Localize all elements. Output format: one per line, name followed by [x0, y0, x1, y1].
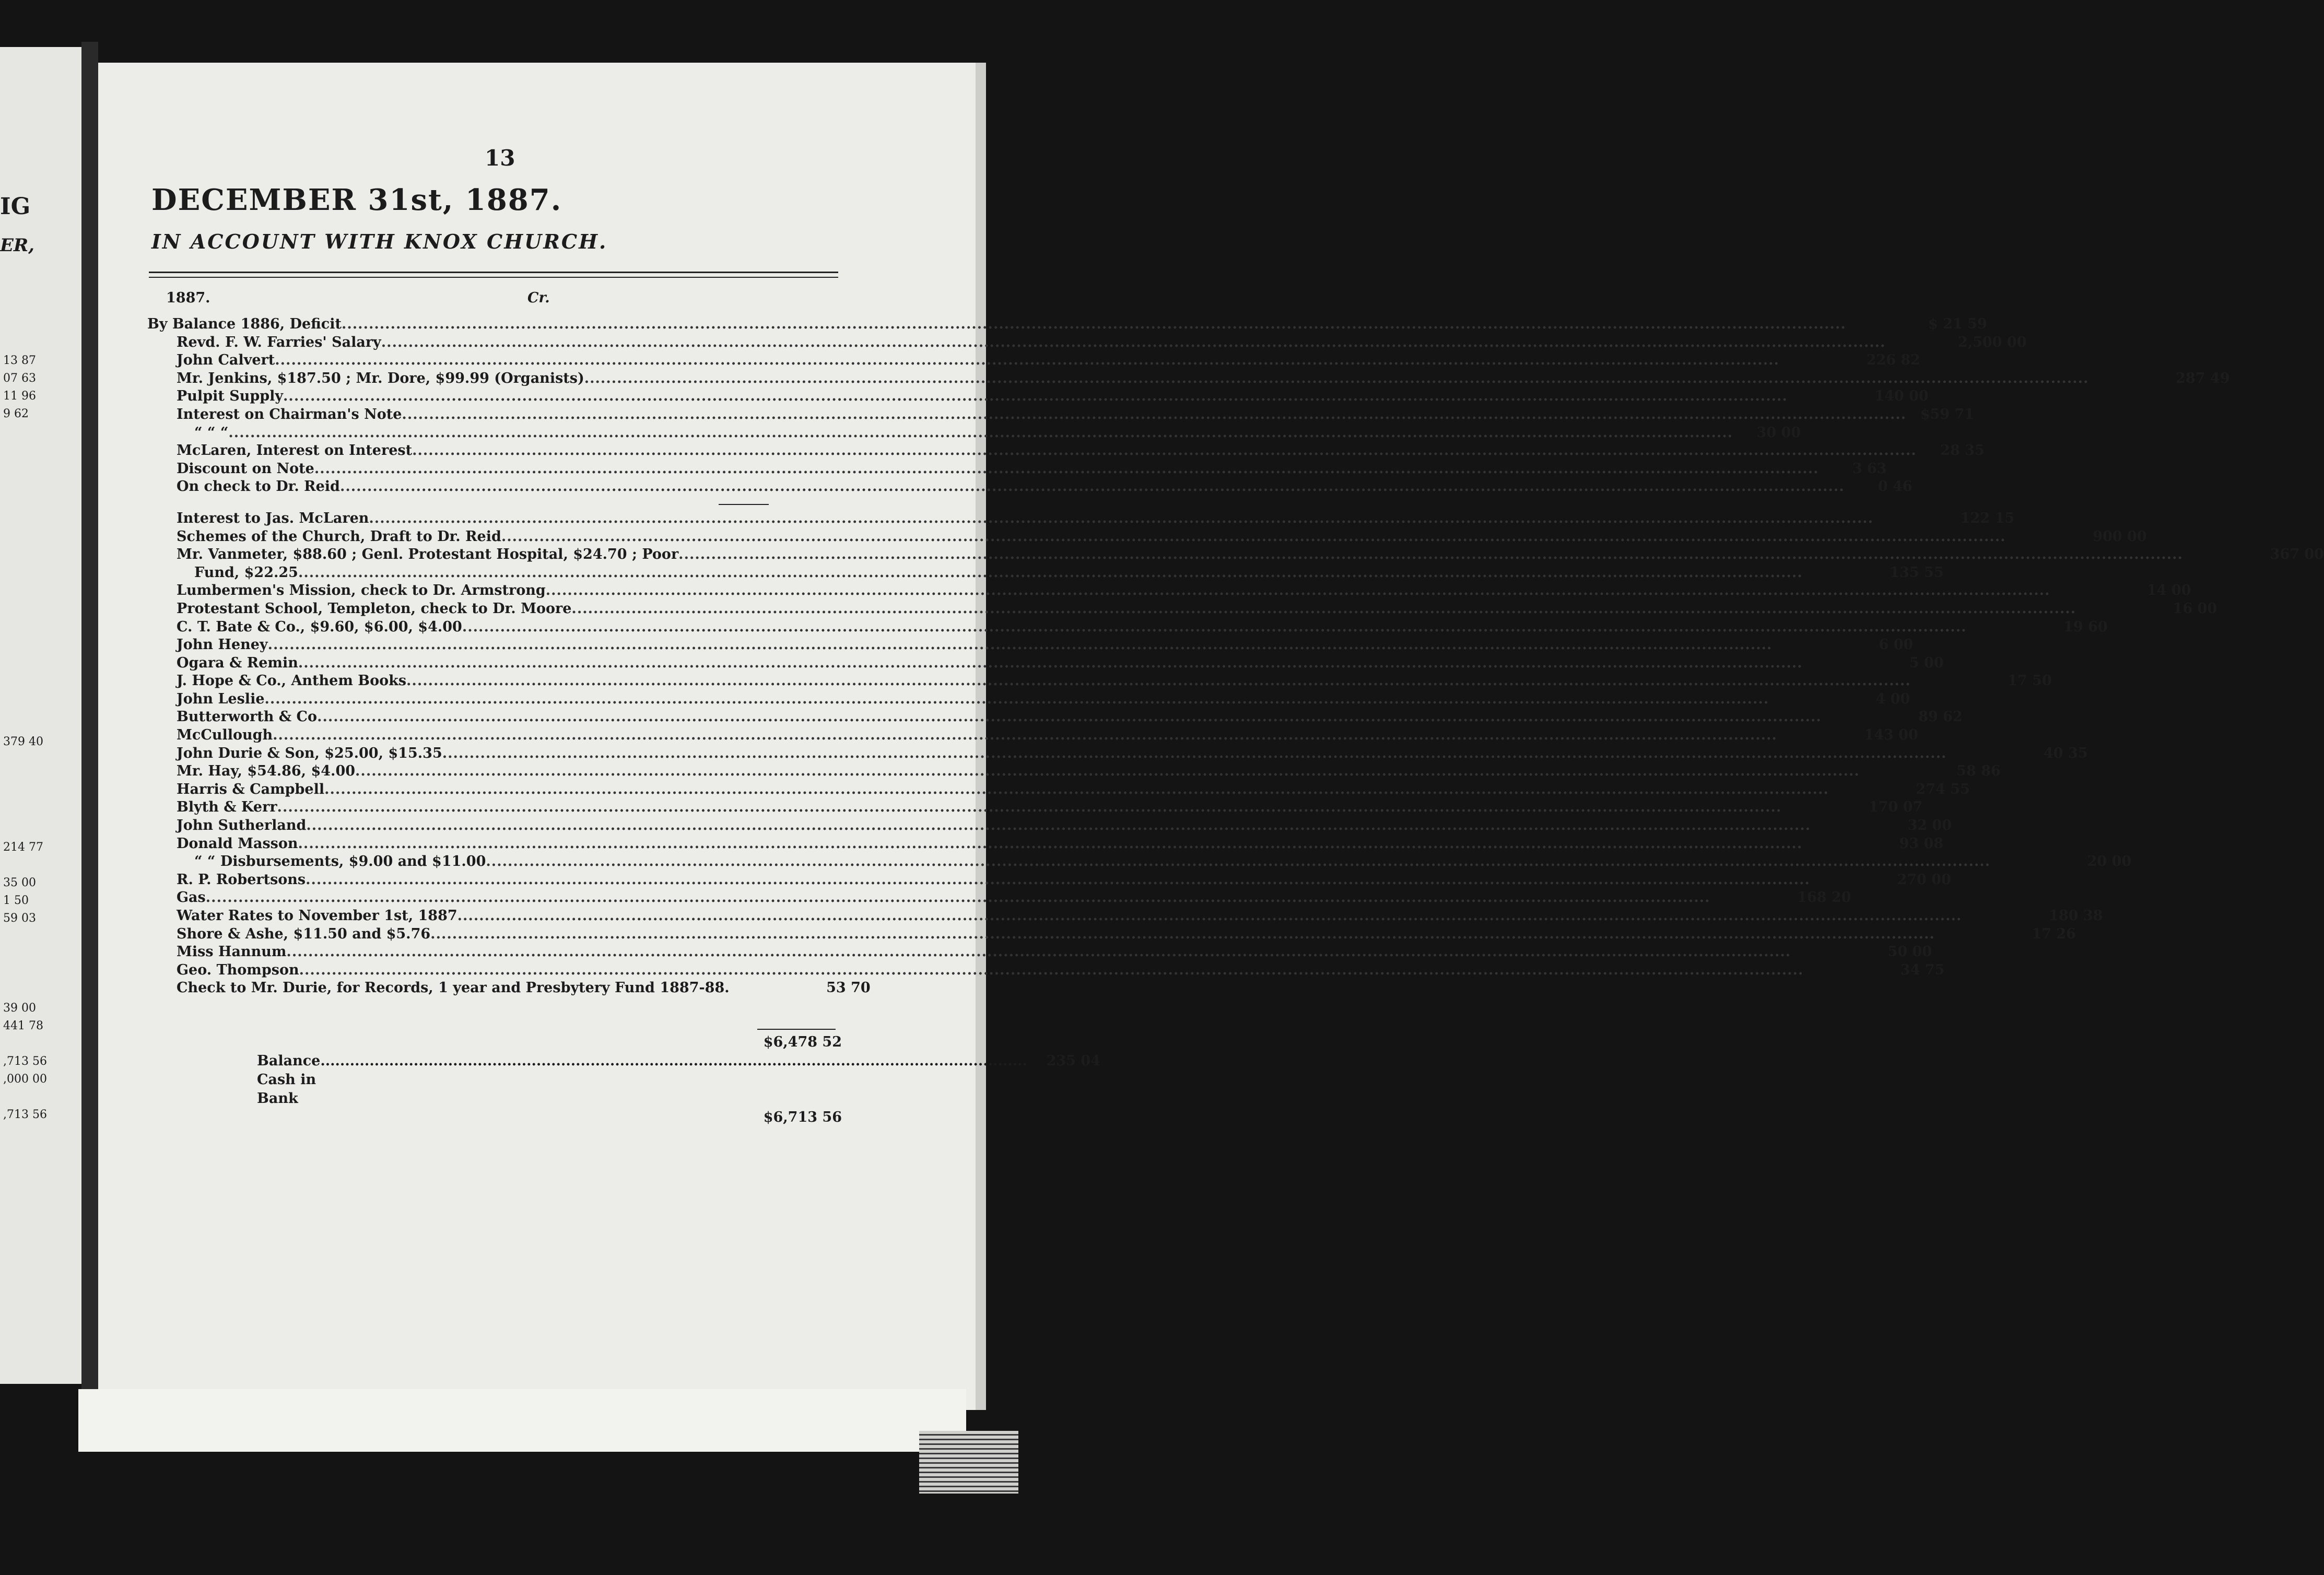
- left-number: 441 78: [3, 1019, 43, 1032]
- leader-dots: [381, 334, 1886, 352]
- ledger-description: Mr. Vanmeter, $88.60 ; Genl. Protestant Hospital, $24.70 ; Poor: [177, 546, 679, 563]
- ledger-amount: 16 00: [2173, 600, 2217, 617]
- ledger-row: [147, 690, 1910, 709]
- ledger-amount: 170 07: [1868, 799, 1923, 816]
- leader-dots: [298, 564, 1803, 582]
- left-subheading-fragment: ER,: [0, 235, 35, 256]
- ledger-description: Pulpit Supply: [177, 388, 284, 405]
- ledger-amount: 4 00: [1875, 690, 1910, 707]
- left-number: 214 77: [3, 841, 43, 854]
- ledger-description: R. P. Robertsons: [177, 871, 306, 888]
- ledger-row: [147, 781, 1970, 799]
- leader-dots: ................................................................................................................................................: [320, 1053, 1027, 1069]
- ledger-amount: 900 00: [2093, 528, 2147, 545]
- ledger-description: Mr. Jenkins, $187.50 ; Mr. Dore, $99.99 (Organists): [177, 370, 584, 386]
- leader-dots: [314, 460, 1819, 478]
- ledger-row: [147, 943, 1932, 961]
- leader-dots: [486, 853, 1990, 871]
- ledger-row: [147, 564, 1944, 582]
- title-rule: [149, 277, 838, 278]
- ledger-amount: 180 38: [2049, 908, 2103, 924]
- ledger-description: Blyth & Kerr: [177, 799, 277, 816]
- ledger-description: McLaren, Interest on Interest: [177, 442, 413, 459]
- ledger-row: [147, 460, 1887, 478]
- leader-dots: [406, 672, 1911, 690]
- left-number: 9 62: [3, 407, 29, 420]
- ledger-amount: 270 00: [1897, 871, 1951, 888]
- subtotal-rule-row: [147, 496, 842, 510]
- ledger-description: Lumbermen's Mission, check to Dr. Armstrong: [177, 582, 546, 599]
- ledger-description: John Heney: [177, 637, 268, 653]
- left-number: ,713 56: [3, 1108, 47, 1121]
- ledger-row: [147, 979, 871, 997]
- ledger-row: [147, 424, 1801, 442]
- leader-dots: [277, 798, 1782, 817]
- leader-dots: [442, 745, 1947, 763]
- leader-dots: [265, 690, 1769, 709]
- ledger-amount: 93 08: [1899, 835, 1944, 852]
- leader-dots: [306, 817, 1811, 835]
- left-number: 35 00: [3, 876, 36, 889]
- totals-block: [147, 1033, 1100, 1127]
- ledger-amount: 58 86: [1956, 763, 2001, 780]
- ledger-description: On check to Dr. Reid: [177, 478, 340, 495]
- ledger-amount: 17 26: [2032, 925, 2076, 942]
- ledger-description: Donald Masson: [177, 835, 298, 852]
- ledger-row: [147, 546, 2324, 564]
- leader-dots: [299, 961, 1804, 980]
- ledger-description: John Calvert: [177, 352, 275, 369]
- ledger-description: John Leslie: [177, 690, 265, 707]
- total-expenditure: $6,478 52: [763, 1034, 842, 1050]
- ledger-row: [147, 618, 2108, 637]
- ledger-description: Water Rates to November 1st, 1887: [177, 908, 457, 924]
- leader-dots: [462, 618, 1967, 637]
- ledger-row: [147, 745, 2088, 763]
- ledger-table: [147, 315, 2324, 997]
- ledger-row: [147, 762, 2001, 781]
- leader-dots: [306, 871, 1810, 889]
- leader-dots: [678, 546, 2183, 564]
- ledger-amount: 14 00: [2146, 582, 2191, 599]
- ledger-description: Protestant School, Templeton, check to Dr. Moore: [177, 600, 572, 617]
- ledger-amount: 53 70: [826, 980, 871, 996]
- ledger-row: [147, 925, 2076, 944]
- ledger-description: Revd. F. W. Farries' Salary: [177, 334, 381, 350]
- ledger-amount: 89 62: [1918, 709, 1963, 725]
- leader-dots: [206, 889, 1710, 907]
- ledger-description: John Sutherland: [177, 817, 307, 834]
- left-number: 13 87: [3, 354, 36, 367]
- page-bottom: [78, 1389, 966, 1452]
- ledger-row: [147, 798, 1923, 817]
- ledger-amount: 140 00: [1874, 388, 1929, 405]
- ledger-amount: 274 55: [1916, 781, 1970, 797]
- ledger-row: [147, 636, 1914, 654]
- leader-dots: [275, 351, 1779, 370]
- ledger-description: Fund, $22.25: [194, 564, 298, 581]
- ledger-description: Interest to Jas. McLaren: [177, 510, 369, 526]
- ledger-row: [147, 835, 1944, 853]
- ledger-amount: 287 49: [2176, 370, 2230, 386]
- left-number: ,713 56: [3, 1055, 47, 1068]
- ledger-amount: 40 35: [2043, 745, 2088, 761]
- ledger-subamount: 28 35: [1940, 442, 1985, 459]
- ledger-amount: 32 00: [1907, 817, 1952, 834]
- ledger-amount: 19 60: [2063, 618, 2108, 635]
- ledger-description: Butterworth & Co: [177, 709, 318, 725]
- ledger-row: [147, 853, 2132, 871]
- left-number: 11 96: [3, 390, 36, 403]
- leader-dots: [546, 582, 2050, 600]
- ledger-subamount: $59 71: [1920, 406, 1975, 422]
- ledger-description: J. Hope & Co., Anthem Books: [177, 673, 407, 689]
- leader-dots: [268, 636, 1773, 654]
- leader-dots: [584, 370, 2089, 388]
- ledger-row: [147, 889, 1851, 907]
- total-rule: [757, 1029, 836, 1030]
- ledger-description: “ “ “: [194, 424, 229, 441]
- leader-dots: [355, 762, 1860, 781]
- ledger-description: Check to Mr. Durie, for Records, 1 year and Presbytery Fund 1887-88.: [177, 980, 730, 996]
- ledger-row: [147, 406, 1975, 424]
- ledger-row: [147, 708, 1963, 726]
- ledger-subamount: 3 63: [1852, 460, 1887, 477]
- stacked-page-edges: [919, 1431, 1018, 1494]
- ledger-description: Discount on Note: [177, 460, 314, 477]
- page-number: 13: [485, 145, 515, 171]
- ledger-description: Schemes of the Church, Draft to Dr. Reid: [177, 528, 501, 545]
- ledger-row: [147, 334, 2027, 352]
- leader-dots: [369, 510, 1873, 528]
- left-page-fragment: [0, 47, 81, 1384]
- leader-dots: [430, 925, 1935, 944]
- ledger-row: [147, 442, 1985, 460]
- ledger-description: Ogara & Remin: [177, 654, 298, 671]
- ledger-description: Miss Hannum: [177, 944, 287, 960]
- ledger-description: Shore & Ashe, $11.50 and $5.76: [177, 925, 431, 942]
- ledger-amount: 226 82: [1866, 352, 1921, 369]
- leader-dots: [571, 600, 2076, 618]
- credit-label: Cr.: [527, 290, 550, 306]
- ledger-row: [147, 315, 1987, 334]
- title-rule: [149, 272, 838, 273]
- ledger-amount: 135 55: [1889, 564, 1944, 581]
- leader-dots: [273, 726, 1777, 745]
- ledger-row: [147, 726, 1918, 745]
- grand-total: $6,713 56: [763, 1109, 842, 1125]
- book-gutter: [81, 42, 98, 1410]
- leader-dots: [298, 835, 1803, 853]
- leader-dots: [501, 528, 2006, 546]
- page-subtitle: IN ACCOUNT WITH KNOX CHURCH.: [151, 230, 608, 253]
- ledger-subamount: 30 00: [1756, 424, 1801, 441]
- subtotal-rule: [719, 504, 769, 505]
- leader-dots: [324, 781, 1829, 799]
- ledger-row: [147, 478, 1912, 496]
- ledger-row: [147, 582, 2191, 600]
- leader-dots: [342, 315, 1846, 334]
- ledger-description: John Durie & Son, $25.00, $15.35: [177, 745, 442, 761]
- leader-dots: [457, 907, 1962, 925]
- left-number: 07 63: [3, 372, 36, 385]
- ledger-row: [147, 961, 1945, 980]
- ledger-description: Harris & Campbell: [177, 781, 325, 797]
- ledger-amount: 50 00: [1887, 944, 1932, 960]
- left-number: 59 03: [3, 912, 36, 925]
- balance-amount: 235 04: [1046, 1053, 1100, 1069]
- ledger-amount: 34 75: [1900, 961, 1945, 978]
- ledger-description: “ “ Disbursements, $9.00 and $11.00: [194, 853, 486, 870]
- leader-dots: [228, 424, 1733, 442]
- leader-dots: [317, 708, 1822, 726]
- ledger-amount: 143 00: [1864, 727, 1918, 744]
- ledger-amount: 367 00: [2270, 546, 2324, 563]
- leader-dots: [340, 478, 1845, 496]
- ledger-subamount: 0 46: [1877, 478, 1912, 495]
- ledger-description: Interest on Chairman's Note: [177, 406, 402, 422]
- left-heading-fragment: IG: [0, 193, 31, 220]
- balance-label: Balance Cash in Bank: [257, 1053, 321, 1107]
- ledger-amount: 5 00: [1909, 654, 1944, 671]
- left-number: ,000 00: [3, 1073, 47, 1086]
- ledger-amount: 6 00: [1879, 637, 1914, 653]
- ledger-amount: 122 15: [1960, 510, 2015, 526]
- ledger-row: [147, 370, 2230, 388]
- ledger-description: Gas: [177, 889, 206, 906]
- page-title: DECEMBER 31st, 1887.: [151, 183, 562, 217]
- ledger-description: McCullough: [177, 727, 273, 744]
- ledger-amount: 20 00: [2087, 853, 2132, 870]
- ledger-amount: $ 21 59: [1928, 316, 1987, 332]
- left-number: 39 00: [3, 1002, 36, 1015]
- leader-dots: [286, 943, 1791, 961]
- ledger-amount: 168 20: [1797, 889, 1851, 906]
- ledger-row: [147, 871, 1951, 889]
- ledger-row: [147, 672, 2052, 690]
- ledger-row: [147, 528, 2147, 546]
- leader-dots: [402, 406, 1906, 424]
- ledger-description: Mr. Hay, $54.86, $4.00: [177, 763, 356, 780]
- ledger-row: [147, 387, 1929, 406]
- left-number: 379 40: [3, 735, 43, 748]
- ledger-row: [147, 600, 2217, 618]
- year-label: 1887.: [166, 290, 210, 306]
- ledger-row: [147, 817, 1952, 835]
- leader-dots: [412, 442, 1917, 460]
- ledger-amount: 2,500 00: [1958, 334, 2027, 350]
- left-number: 1 50: [3, 894, 29, 907]
- ledger-row: [147, 510, 2015, 528]
- ledger-row: [147, 351, 1921, 370]
- leader-dots: [298, 654, 1803, 673]
- leader-dots: [283, 387, 1788, 406]
- ledger-row: [147, 907, 2103, 925]
- ledger-amount: 17 50: [2008, 673, 2052, 689]
- ledger-description: By Balance 1886, Deficit: [147, 316, 342, 332]
- ledger-description: Geo. Thompson: [177, 961, 299, 978]
- ledger-description: C. T. Bate & Co., $9.60, $6.00, $4.00: [177, 618, 462, 635]
- ledger-row: [147, 654, 1944, 673]
